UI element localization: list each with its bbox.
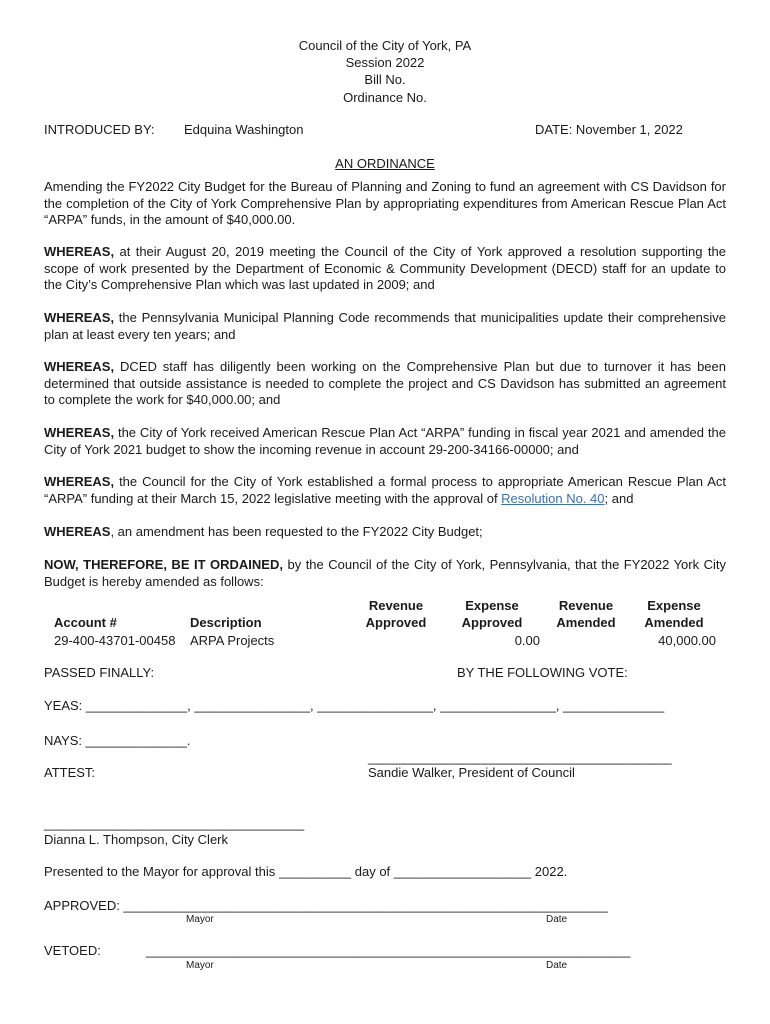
header-account: Account # xyxy=(54,615,117,630)
following-vote-label: BY THE FOLLOWING VOTE: xyxy=(457,665,628,680)
approved-mayor-caption: Mayor xyxy=(186,914,214,925)
attest-label: ATTEST: xyxy=(44,765,96,780)
ordinance-title: AN ORDINANCE xyxy=(335,156,435,171)
row-account: 29-400-43701-00458 xyxy=(54,633,176,648)
header-expense-amended-2: Amended xyxy=(644,615,704,630)
vetoed-line: ___________________________________________________________________ xyxy=(146,943,631,958)
vetoed-date-caption: Date xyxy=(546,960,568,971)
row-expense-approved: 0.00 xyxy=(514,633,540,648)
row-expense-amended: 40,000.00 xyxy=(658,633,716,648)
whereas-lead: WHEREAS xyxy=(44,524,111,539)
presented-to-mayor-line: Presented to the Mayor for approval this __________ day of ___________________ 2022. xyxy=(44,864,568,879)
header-expense-approved: Expense xyxy=(465,598,519,613)
header-revenue-amended-2: Amended xyxy=(556,615,616,630)
yeas-line: YEAS: ______________, ________________, ________________, ________________, ______________ xyxy=(44,698,665,713)
whereas-lead: WHEREAS, xyxy=(44,244,115,259)
bill-number: Bill No. xyxy=(364,72,406,87)
header-revenue-approved: Revenue xyxy=(368,598,424,613)
header-revenue-approved-2: Approved xyxy=(365,615,427,630)
session-line: Session 2022 xyxy=(345,55,425,70)
ordained-paragraph xyxy=(44,557,726,590)
whereas-clause-5 xyxy=(44,474,726,507)
ordained-text: by the Council of the City of York, Pennsylvania, that the FY2022 York City Budget is hereby amended as follows: xyxy=(44,557,726,589)
passed-finally-label: PASSED FINALLY: xyxy=(44,665,155,680)
whereas-lead: WHEREAS, xyxy=(44,359,115,374)
ordained-lead: NOW, THEREFORE, BE IT ORDAINED, xyxy=(44,557,283,572)
vetoed-label: VETOED: xyxy=(44,943,101,958)
whereas-lead: WHEREAS, xyxy=(44,425,115,440)
introduced-by-label: INTRODUCED BY: xyxy=(44,122,155,137)
ordinance-date: DATE: November 1, 2022 xyxy=(535,122,683,137)
header-revenue-amended: Revenue xyxy=(558,598,614,613)
president-signature-line: __________________________________________ xyxy=(368,750,672,765)
whereas-clause-1 xyxy=(44,244,726,294)
whereas-clause-6 xyxy=(44,524,726,541)
whereas-text: the Pennsylvania Municipal Planning Code recommends that municipalities update their comprehensive plan at least every ten years; and xyxy=(44,310,726,342)
clerk-signature-line: ____________________________________ xyxy=(44,816,305,831)
whereas-text: the Council for the City of York established a formal process to appropriate American Rescue Plan Act “ARPA” funding at their March 15, 2022 legislative meeting with the approval of xyxy=(44,474,726,506)
whereas-text: , an amendment has been requested to the FY2022 City Budget; xyxy=(110,524,483,539)
whereas-clause-3 xyxy=(44,359,726,409)
whereas-text: at their August 20, 2019 meeting the Council of the City of York approved a resolution supporting the scope of work presented by the Department of Economic & Community Development (DECD) staff for an update to the City’s Comprehensive Plan which was last updated in 2009; and xyxy=(44,244,726,292)
whereas-text: DCED staff has diligently been working on the Comprehensive Plan but due to turnover it has been determined that outside assistance is needed to complete the project and CS Davidson has submitted an agreement to complete the work for $40,000.00; and xyxy=(44,359,726,407)
nays-line: NAYS: ______________. xyxy=(44,733,191,748)
row-description: ARPA Projects xyxy=(190,633,275,648)
whereas-tail: ; and xyxy=(604,490,634,506)
whereas-clause-4 xyxy=(44,425,726,458)
preamble-paragraph: Amending the FY2022 City Budget for the Bureau of Planning and Zoning to fund an agreement with CS Davidson for the completion of the City of York Comprehensive Plan by appropriating expenditures from American Rescue Plan Act “ARPA” funds, in the amount of $40,000.00. xyxy=(44,179,726,227)
whereas-lead: WHEREAS, xyxy=(44,474,115,489)
approved-date-caption: Date xyxy=(546,914,568,925)
clerk-name: Dianna L. Thompson, City Clerk xyxy=(44,832,229,847)
council-heading: Council of the City of York, PA xyxy=(298,38,472,53)
whereas-clause-2 xyxy=(44,310,726,343)
header-expense-amended: Expense xyxy=(647,598,701,613)
vetoed-mayor-caption: Mayor xyxy=(186,960,214,971)
president-name: Sandie Walker, President of Council xyxy=(368,765,575,780)
ordinance-number: Ordinance No. xyxy=(343,90,427,105)
whereas-lead: WHEREAS, xyxy=(44,310,115,325)
introducer-name: Edquina Washington xyxy=(184,122,304,137)
resolution-link[interactable]: Resolution No. 40 xyxy=(501,490,605,506)
whereas-text: the City of York received American Rescue Plan Act “ARPA” funding in fiscal year 2021 and amended the City of York 2021 budget to show the incoming revenue in account 29-200-34166-00000; and xyxy=(44,425,726,457)
header-expense-approved-2: Approved xyxy=(461,615,523,630)
approved-line: APPROVED: ___________________________________________________________________ xyxy=(44,898,608,913)
header-description: Description xyxy=(190,615,262,630)
